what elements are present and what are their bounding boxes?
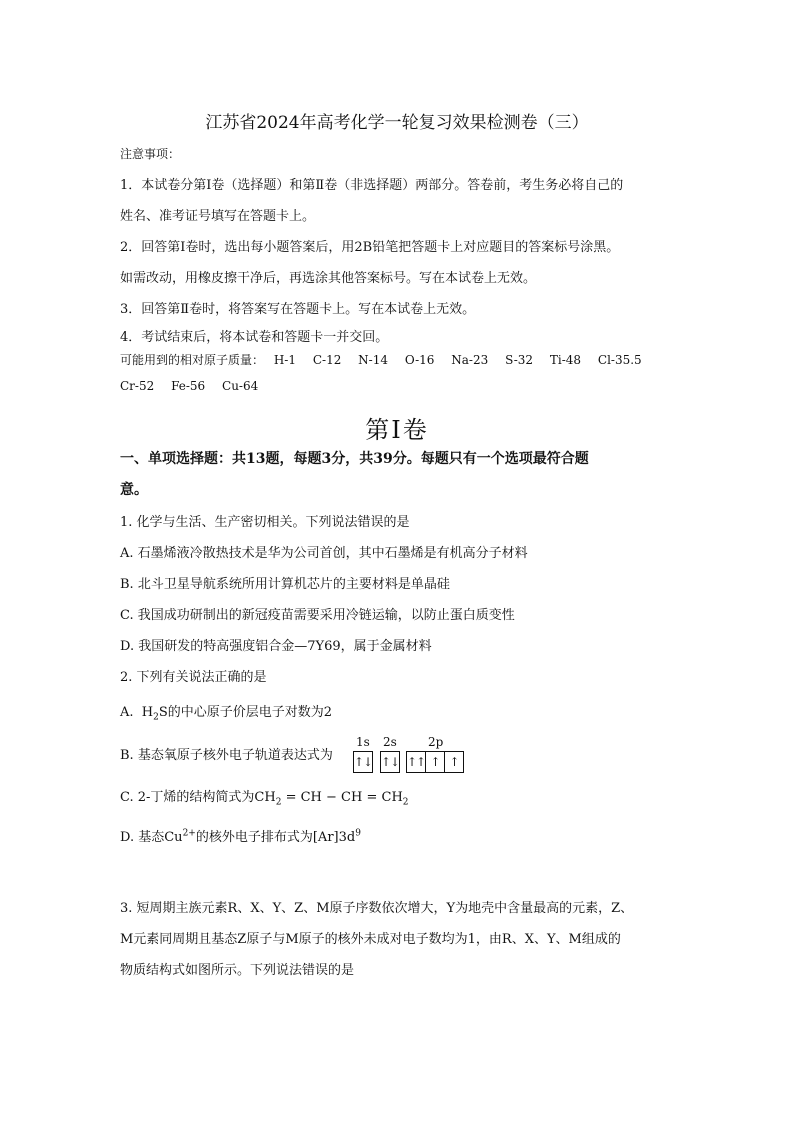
- q2-stem: 2. 下列有关说法正确的是: [120, 670, 267, 685]
- q1-stem: 1. 化学与生活、生产密切相关。下列说法错误的是: [120, 515, 410, 530]
- q1-option-a: A. 石墨烯液冷散热技术是华为公司首创，其中石墨烯是有机高分子材料: [120, 546, 528, 561]
- atomic-mass-row-1: [120, 354, 655, 366]
- orbital-arrows: ↑↓: [380, 755, 400, 769]
- atomic-mass-item: O-16: [404, 353, 435, 367]
- atomic-mass-item: Cu-64: [222, 379, 259, 393]
- exam-title: 江苏省2024年高考化学一轮复习效果检测卷（三）: [205, 113, 589, 133]
- volume-title: 第Ⅰ卷: [365, 416, 429, 444]
- orbital-label-1s: 1s: [356, 735, 370, 749]
- atomic-mass-item: S-32: [505, 353, 534, 367]
- q2-option-a: A. $H_2S$的中心原子价层电子对数为2: [120, 705, 333, 723]
- orbital-arrows: ↑↑: [407, 752, 426, 772]
- q1-option-b: B. 北斗卫星导航系统所用计算机芯片的主要材料是单晶硅: [120, 577, 450, 592]
- atomic-mass-label: 可能用到的相对原子质量：: [120, 353, 265, 367]
- q3-stem-line-3: 物质结构式如图所示。下列说法错误的是: [120, 963, 355, 978]
- q1-option-d: D. 我国研发的特高强度铝合金—7Y69，属于金属材料: [120, 639, 432, 654]
- atomic-mass-item: Cr-52: [120, 379, 155, 393]
- orbital-arrows: ↑: [426, 752, 445, 772]
- notice-item-1: 1．本试卷分第Ⅰ卷（选择题）和第Ⅱ卷（非选择题）两部分。答卷前，考生务必将自己的: [120, 178, 624, 193]
- section-heading-cont: 意。: [120, 482, 148, 498]
- atomic-mass-item: Cl-35.5: [597, 353, 642, 367]
- notice-item-4: 4．考试结束后，将本试卷和答题卡一并交回。: [120, 330, 389, 345]
- atomic-mass-row-2: [120, 380, 271, 392]
- q1-option-c: C. 我国成功研制出的新冠疫苗需要采用冷链运输，以防止蛋白质变性: [120, 608, 515, 623]
- orbital-arrows: ↑: [449, 755, 459, 769]
- orbital-box-2p: [406, 751, 464, 773]
- orbital-box-1s: [353, 751, 373, 773]
- q3-stem-line-2: M元素同周期且基态Z原子与M原子的核外未成对电子数均为1，由R、X、Y、M组成的: [120, 932, 621, 947]
- atomic-mass-item: N-14: [358, 353, 388, 367]
- q2-option-d: D. 基态$Cu^{2+}$的核外电子排布式为$[Ar]3d^9$: [120, 828, 361, 845]
- notice-item-1-cont: 姓名、准考证号填写在答题卡上。: [120, 209, 316, 224]
- atomic-mass-item: Fe-56: [171, 379, 206, 393]
- orbital-box-2s: [380, 751, 400, 773]
- orbital-label-2p: 2p: [428, 735, 444, 749]
- atomic-mass-item: H-1: [273, 353, 296, 367]
- notice-heading: 注意事项：: [120, 147, 181, 161]
- q2-option-b: B. 基态氧原子核外电子轨道表达式为: [120, 748, 333, 763]
- orbital-arrows: ↑↓: [353, 755, 373, 769]
- q3-stem-line-1: 3. 短周期主族元素R、X、Y、Z、M原子序数依次增大，Y为地壳中含量最高的元素，Z、: [120, 901, 634, 916]
- notice-item-2-cont: 如需改动，用橡皮擦干净后，再选涂其他答案标号。写在本试卷上无效。: [120, 271, 537, 286]
- notice-item-2: 2．回答第Ⅰ卷时，选出每小题答案后，用2B铅笔把答题卡上对应题目的答案标号涂黑。: [120, 240, 620, 255]
- atomic-mass-item: Na-23: [451, 353, 489, 367]
- q2-option-c: C. 2-丁烯的结构简式为$CH_2$ = CH − CH = $CH_2$: [120, 790, 409, 808]
- notice-item-3: 3．回答第Ⅱ卷时，将答案写在答题卡上。写在本试卷上无效。: [120, 302, 476, 317]
- orbital-label-2s: 2s: [383, 735, 397, 749]
- atomic-mass-item: C-12: [312, 353, 342, 367]
- atomic-mass-item: Ti-48: [549, 353, 582, 367]
- section-heading: 一、单项选择题：共13题，每题3分，共39分。每题只有一个选项最符合题: [120, 451, 589, 467]
